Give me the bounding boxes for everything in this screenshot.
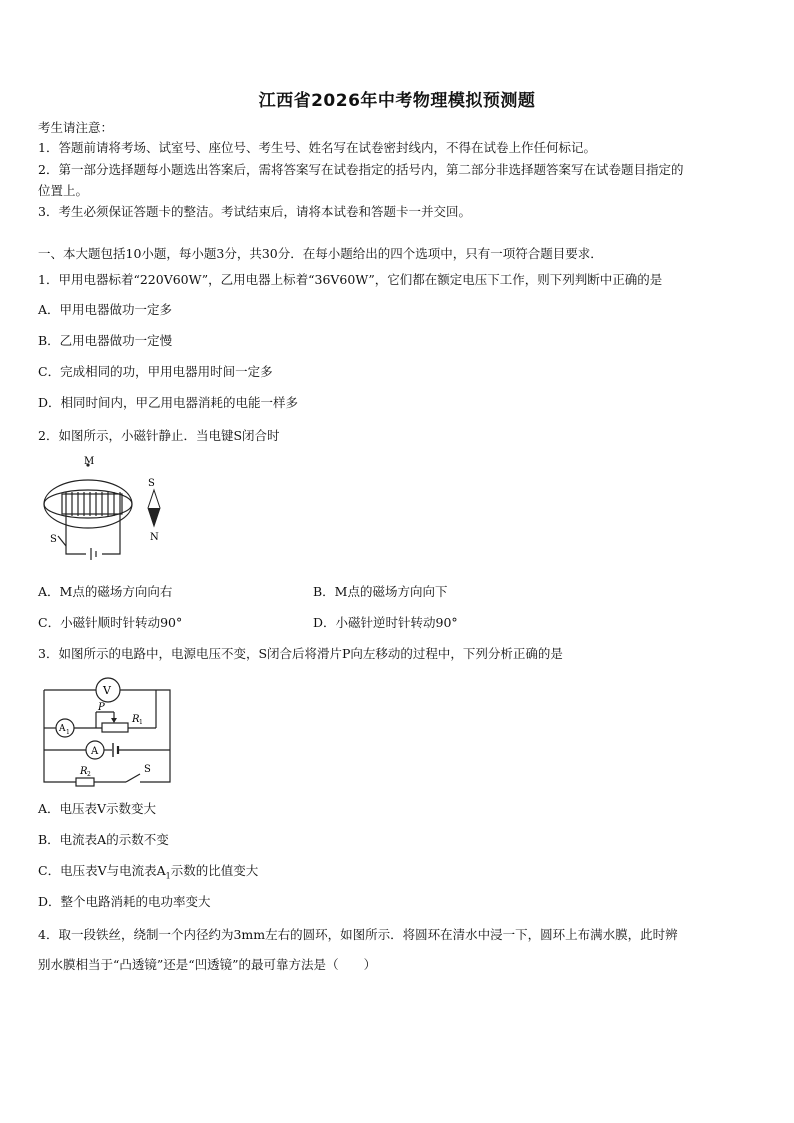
solenoid-core xyxy=(62,494,122,514)
notice-item: 2．第一部分选择题每小题选出答案后，需将答案写在试卷指定的括号内，第二部分非选择题答案写在试卷题目指定的 xyxy=(38,162,684,177)
q3-option-c xyxy=(38,863,258,885)
label-s: S xyxy=(144,764,151,775)
label-r2-sub: 2 xyxy=(87,771,91,778)
q1-stem: 1．甲用电器标着“220V60W”，乙用电器上标着“36V60W”，它们都在额定电压下工作，则下列判断中正确的是 xyxy=(38,272,663,287)
circuit-figure xyxy=(36,676,176,788)
section-heading: 一、本大题包括10小题，每小题3分，共30分．在每小题给出的四个选项中，只有一项符合题目要求． xyxy=(38,246,603,261)
q3-option-a: A．电压表V示数变大 xyxy=(38,801,157,816)
q3-stem: 3．如图所示的电路中，电源电压不变，S闭合后将滑片P向左移动的过程中，下列分析正确的是 xyxy=(38,646,563,661)
field-line-outer2 xyxy=(44,480,132,528)
q1-option-b: B．乙用电器做功一定慢 xyxy=(38,333,173,348)
label-m: M xyxy=(84,456,95,467)
q1-option-a: A．甲用电器做功一定多 xyxy=(38,302,173,317)
wire-left xyxy=(66,516,86,554)
q3-option-b: B．电流表A的示数不变 xyxy=(38,832,169,847)
notice-heading: 考生请注意： xyxy=(38,120,114,135)
label-a1: A xyxy=(59,724,66,734)
label-r1-sub: 1 xyxy=(139,719,143,726)
switch-lever xyxy=(126,774,140,782)
q3-option-d: D．整个电路消耗的电功率变大 xyxy=(38,894,211,909)
q3-option-c-prefix: C．电压表V与电流表A xyxy=(38,863,166,878)
resistor-r1 xyxy=(102,723,128,732)
label-v: V xyxy=(103,684,111,697)
q2-option-a: A．M点的磁场方向向右 xyxy=(38,584,173,599)
notice-item: 1．答题前请将考场、试室号、座位号、考生号、姓名写在试卷密封线内，不得在试卷上作任何标记。 xyxy=(38,140,596,155)
q3-option-c-subscript: 1 xyxy=(165,871,171,881)
q4-stem-line1: 4．取一段铁丝，绕制一个内径约为3mm左右的圆环，如图所示．将圆环在清水中浸一下，圆环上布满水膜，此时辨 xyxy=(38,927,678,942)
q1-option-d: D．相同时间内，甲乙用电器消耗的电能一样多 xyxy=(38,395,299,410)
label-r2: R xyxy=(80,766,88,777)
label-n-pole: N xyxy=(150,532,159,543)
page-title: 江西省2026年中考物理模拟预测题 xyxy=(258,91,536,111)
label-s-pole: S xyxy=(148,478,155,489)
label-a: A xyxy=(91,746,99,757)
q4-stem-line2: 别水膜相当于“凸透镜”还是“凹透镜”的最可靠方法是（ ） xyxy=(38,957,377,972)
switch-lever xyxy=(58,536,66,546)
solenoid-figure xyxy=(36,454,176,564)
q2-option-d: D．小磁针逆时针转动90° xyxy=(313,615,458,630)
slider-arrow xyxy=(111,718,117,723)
q2-stem: 2．如图所示，小磁针静止．当电键S闭合时 xyxy=(38,428,280,443)
label-switch: S xyxy=(50,534,57,545)
label-p: P xyxy=(98,702,105,713)
compass-needle-south-half xyxy=(148,508,160,526)
q1-option-c: C．完成相同的功，甲用电器用时间一定多 xyxy=(38,364,273,379)
notice-item: 3．考生必须保证答题卡的整洁。考试结束后，请将本试卷和答题卡一并交回。 xyxy=(38,204,471,219)
notice-item: 位置上。 xyxy=(38,183,89,198)
resistor-r2 xyxy=(76,778,94,786)
label-r1: R xyxy=(132,714,140,725)
q2-option-b: B．M点的磁场方向向下 xyxy=(313,584,448,599)
q3-option-c-suffix: 示数的比值变大 xyxy=(170,863,259,878)
q2-option-c: C．小磁针顺时针转动90° xyxy=(38,615,183,630)
label-a1-sub: 1 xyxy=(66,729,70,736)
